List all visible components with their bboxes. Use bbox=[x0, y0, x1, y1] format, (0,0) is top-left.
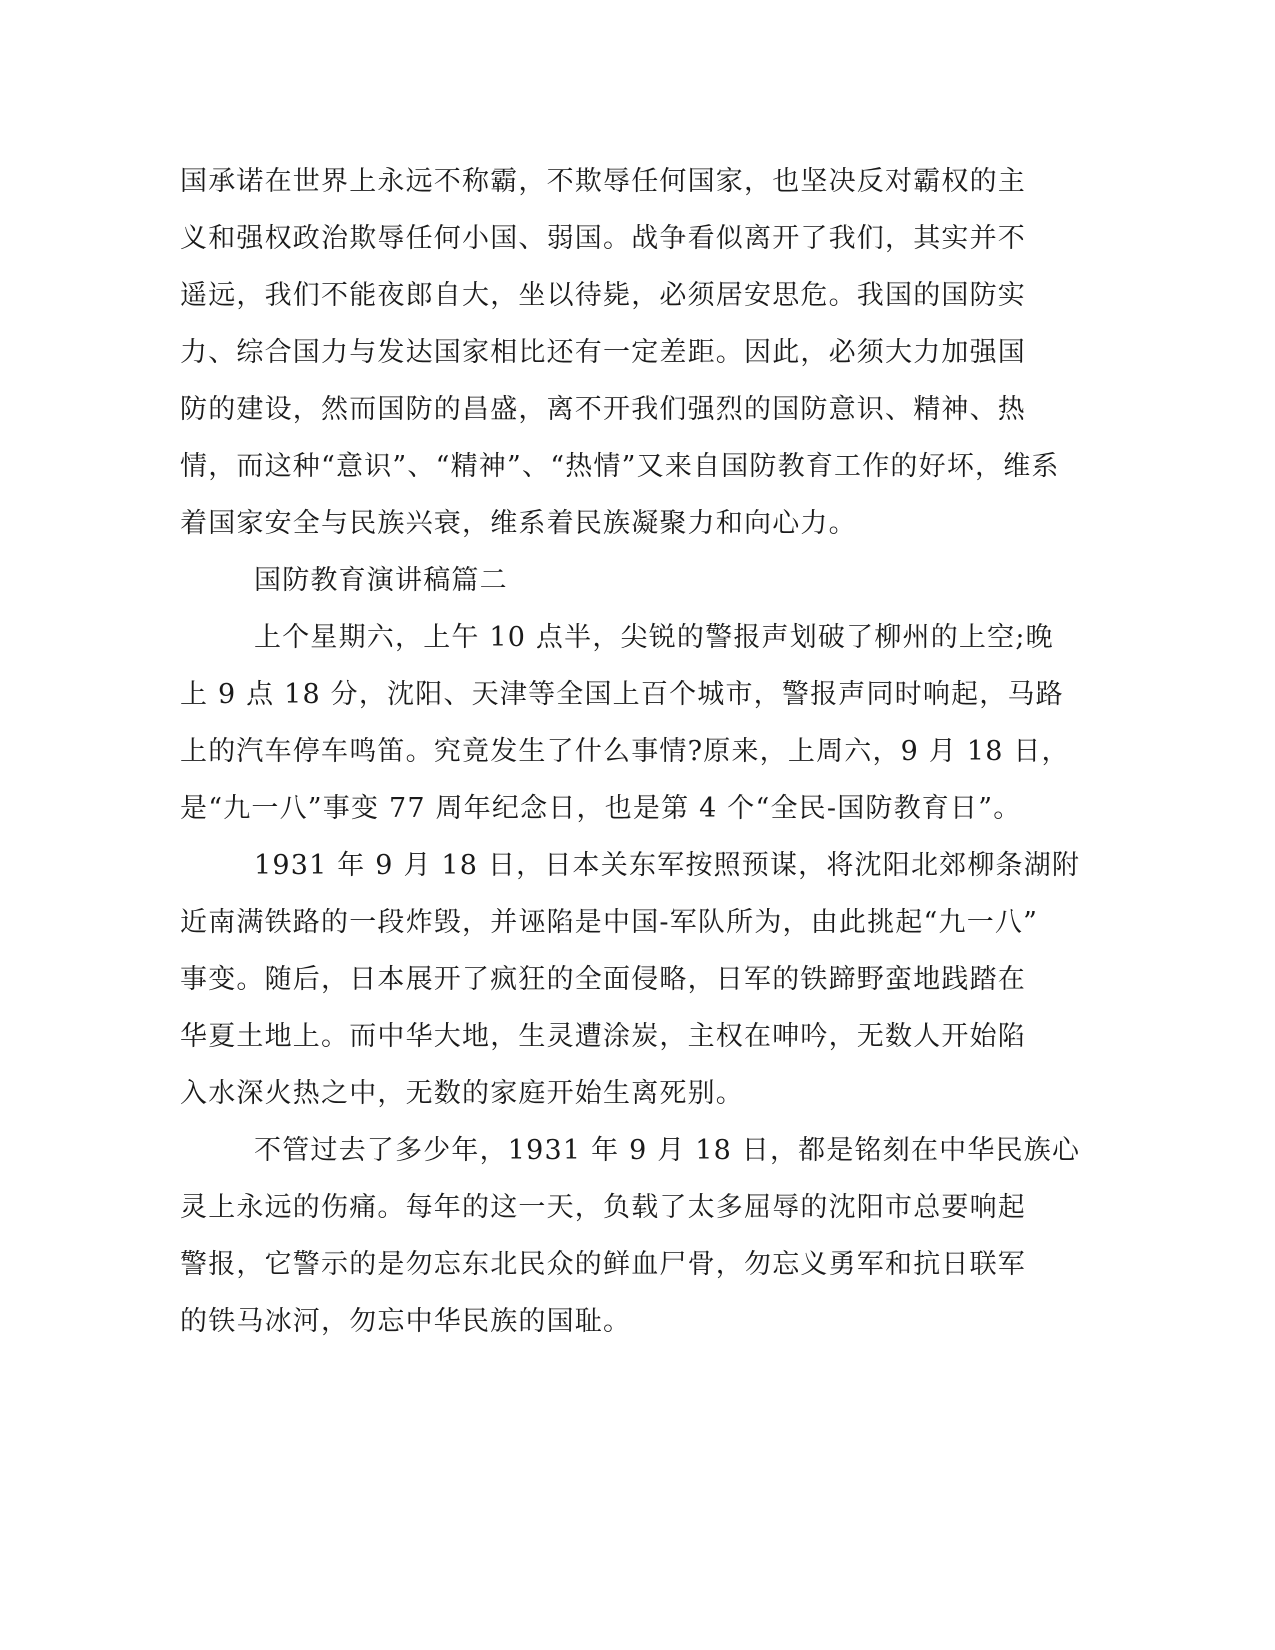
body-line: 国承诺在世界上永远不称霸，不欺辱任何国家，也坚决反对霸权的主 bbox=[180, 166, 1026, 197]
body-line: 灵上永远的伤痛。每年的这一天，负载了太多屈辱的沈阳市总要响起 bbox=[180, 1192, 1026, 1223]
body-line: 上的汽车停车鸣笛。究竟发生了什么事情?原来，上周六，9 月 18 日， bbox=[180, 736, 1070, 767]
body-line: 上个星期六，上午 10 点半，尖锐的警报声划破了柳州的上空;晚 bbox=[254, 622, 1054, 653]
body-line: 警报，它警示的是勿忘东北民众的鲜血尸骨，勿忘义勇军和抗日联军 bbox=[180, 1249, 1026, 1280]
body-line: 华夏土地上。而中华大地，生灵遭涂炭，主权在呻吟，无数人开始陷 bbox=[180, 1021, 1026, 1052]
body-line: 不管过去了多少年，1931 年 9 月 18 日，都是铭刻在中华民族心 bbox=[254, 1135, 1081, 1166]
body-line: 着国家安全与民族兴衰，维系着民族凝聚力和向心力。 bbox=[180, 508, 857, 539]
body-line: 防的建设，然而国防的昌盛，离不开我们强烈的国防意识、精神、热 bbox=[180, 394, 1026, 425]
body-line: 力、综合国力与发达国家相比还有一定差距。因此，必须大力加强国 bbox=[180, 337, 1026, 368]
body-line: 义和强权政治欺辱任何小国、弱国。战争看似离开了我们，其实并不 bbox=[180, 223, 1026, 254]
body-line: 上 9 点 18 分，沈阳、天津等全国上百个城市，警报声同时响起，马路 bbox=[180, 679, 1064, 710]
body-line: 遥远，我们不能夜郎自大，坐以待毙，必须居安思危。我国的国防实 bbox=[180, 280, 1026, 311]
body-line: 近南满铁路的一段炸毁，并诬陷是中国-军队所为，由此挑起“九一八” bbox=[180, 907, 1039, 938]
body-line: 事变。随后，日本展开了疯狂的全面侵略，日军的铁蹄野蛮地践踏在 bbox=[180, 964, 1026, 995]
body-line: 是“九一八”事变 77 周年纪念日，也是第 4 个“全民-国防教育日”。 bbox=[180, 793, 1022, 824]
body-line: 1931 年 9 月 18 日，日本关东军按照预谋，将沈阳北郊柳条湖附 bbox=[254, 850, 1081, 881]
section-heading: 国防教育演讲稿篇二 bbox=[254, 565, 508, 596]
body-line: 入水深火热之中，无数的家庭开始生离死别。 bbox=[180, 1078, 744, 1109]
body-line: 的铁马冰河，勿忘中华民族的国耻。 bbox=[180, 1306, 632, 1337]
body-line: 情，而这种“意识”、“精神”、“热情”又来自国防教育工作的好坏，维系 bbox=[180, 451, 1060, 482]
